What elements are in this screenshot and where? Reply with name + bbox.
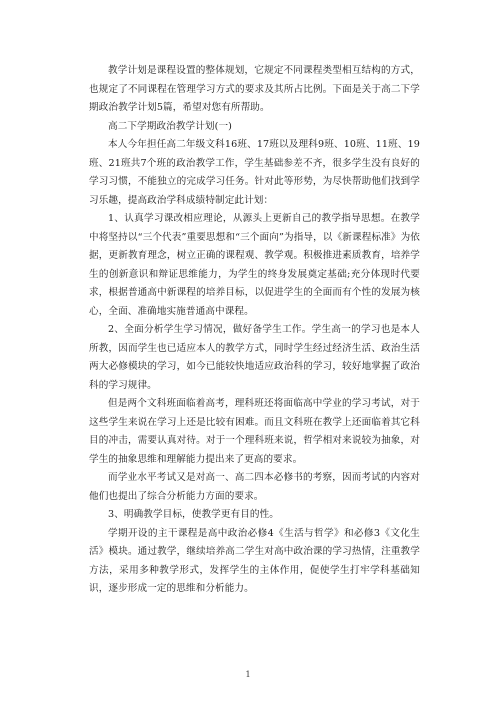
body-paragraph: 3、明确教学目标，使教学更有目的性。 <box>108 509 279 520</box>
body-paragraph: 学期开设的主干课程是高中政治必修4《生活与哲学》和必修3《文化生活》模块。通过教学，继续培养高二学生对高中政治课的学习热情，注重教学方法，采用多种教学形式，发挥学生的主体作用，促使学生打牢学科基础知识，逐步形成一定的思维和分析能力。 <box>89 527 420 594</box>
section-title: 高二下学期政治教学计划(一) <box>108 120 233 132</box>
body-paragraph: 1、认真学习课改相应理论，从源头上更新自己的教学指导思想。在教学中将坚持以“三个代表”重要思想和“三个面向”为指导，以《新课程标准》为依据，更新教育理念，树立正确的课程观、教学观。积极推进素质教育，培养学生的创新意识和辩证思维能力，为学生的终身发展奠定基础;充分体现时代要求，根据普通高中新课程的培养目标，以促进学生的全面而有个性的发展为核心，全面、准确地实施普通高中课程。 <box>89 213 420 317</box>
document-body <box>89 62 420 599</box>
body-paragraph: 2、全面分析学生学习情况，做好备学生工作。学生高一的学习也是本人所教，因而学生也已适应本人的教学方式，同时学生经过经济生活、政治生活两大必修模块的学习，如今已能较快地适应政治科的学习，较好地掌握了政治科的学习规律。 <box>89 324 420 391</box>
page-number: 1 <box>245 670 251 679</box>
body-paragraph: 本人今年担任高二年级文科16班、17班以及理科9班、10班、11班、19班、21班共7个班的政治教学工作，学生基础参差不齐，很多学生没有良好的学习习惯，不能独立的完成学习任务。针对此等形势，为尽快帮助他们找到学习乐趣，提高政治学科成绩特制定此计划： <box>89 139 420 206</box>
body-paragraph: 而学业水平考试又是对高一、高二四本必修书的考察，因而考试的内容对他们也提出了综合分析能力方面的要求。 <box>89 472 420 502</box>
intro-paragraph: 教学计划是课程设置的整体规划，它规定不同课程类型相互结构的方式，也规定了不同课程在管理学习方式的要求及其所占比例。下面是关于高二下学期政治教学计划5篇，希望对您有所帮助。 <box>89 65 420 113</box>
body-paragraph: 但是两个文科班面临着高考，理科班还将面临高中学业的学习考试，对于这些学生来说在学习上还是比较有困难。而且文科班在教学上还面临着其它科目的冲击，需要认真对待。对于一个理科班来说，哲学相对来说较为抽象，对学生的抽象思维和理解能力提出来了更高的要求。 <box>89 398 420 465</box>
